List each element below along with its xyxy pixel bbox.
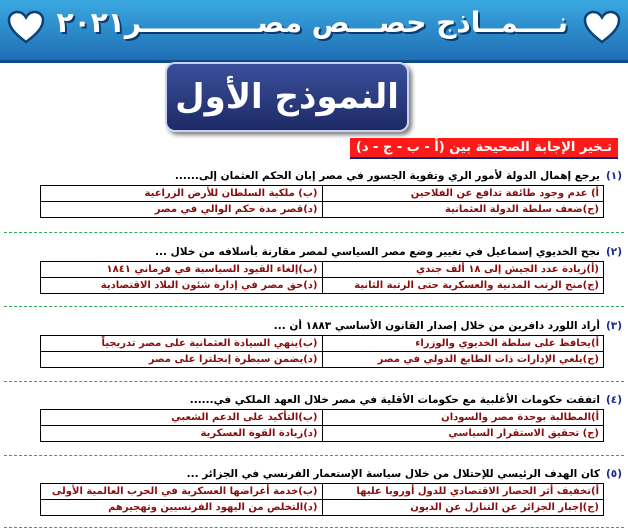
model-title: النموذج الأول <box>165 62 409 132</box>
question-text: اتفقت حكومات الأغلبية مع حكومات الأقلية في مصر خلال العهد الملكي في...... <box>189 394 600 406</box>
option-b[interactable]: (ب)إلغاء القيود السياسية في فرماني ١٨٤١ <box>41 262 323 278</box>
heart-icon <box>582 8 622 48</box>
option-c[interactable]: (ج)منح الرتب المدنية والعسكرية حتى الرتبة الثانية <box>322 278 604 294</box>
option-c[interactable]: (ج) تحقيق الاستقرار السياسي <box>322 426 604 442</box>
option-a[interactable]: أ) عدم وجود طائفة تدافع عن الفلاحين <box>322 186 604 202</box>
question-number: (٤) <box>605 394 622 406</box>
option-a[interactable]: أ)تخفيف أثر الحصار الاقتصادي للدول أوروبا عليها <box>322 484 604 500</box>
options-table <box>40 483 604 516</box>
divider <box>4 455 624 456</box>
option-d[interactable]: (د)التخلص من اليهود الفرنسيين وتهجيرهم <box>41 500 323 516</box>
option-b[interactable]: (ب)التأكيد على الدعم الشعبي <box>41 410 323 426</box>
question-1 <box>6 169 622 218</box>
banner-title: نــــمــاذج حصـــص مصــــــــــــر٢٠٢١ <box>56 6 568 39</box>
option-b[interactable]: (ب)خدمة أغراضها العسكرية في الحرب العالمية الأولى <box>41 484 323 500</box>
header-banner <box>0 0 628 63</box>
option-a[interactable]: أ)المطالبة بوحدة مصر والسودان <box>322 410 604 426</box>
question-text: كان الهدف الرئيسي للإحتلال من خلال سياسة الإستعمار الفرنسي في الجزائر ... <box>186 468 600 480</box>
question-5 <box>6 467 622 516</box>
options-table <box>40 185 604 218</box>
question-number: (٢) <box>605 246 622 258</box>
option-c[interactable]: (ج)ضعف سلطة الدولة العثمانية <box>322 202 604 218</box>
question-text: يرجع إهمال الدولة لأمور الري وتقوية الجسور في مصر إبان الحكم العثمان إلى...... <box>174 170 600 182</box>
options-table <box>40 261 604 294</box>
option-c[interactable]: (ج)إجبار الجزائر عن التنازل عن الديون <box>322 500 604 516</box>
divider <box>4 232 624 233</box>
option-d[interactable]: (د)حق مصر في إدارة شئون البلاد الاقتصادية <box>41 278 323 294</box>
question-2 <box>6 245 622 294</box>
question-number: (١) <box>605 170 622 182</box>
divider <box>4 527 624 528</box>
question-text: نجح الخديوي إسماعيل في تغيير وضع مصر السياسي لمصر مقارنة بأسلافه من خلال ... <box>154 246 600 258</box>
option-d[interactable]: (د)زيادة القوة العسكرية <box>41 426 323 442</box>
option-b[interactable]: (ب)ينهي السيادة العثمانية على مصر تدريجياً <box>41 336 323 352</box>
divider <box>4 306 624 307</box>
options-table <box>40 409 604 442</box>
option-a[interactable]: (أ)زيادة عدد الجيش إلى ١٨ ألف جندي <box>322 262 604 278</box>
question-number: (٥) <box>605 468 622 480</box>
question-text: أراد اللورد دافرين من خلال إصدار القانون الأساسي ١٨٨٣ أن ... <box>273 320 600 332</box>
option-a[interactable]: أ)يحافظ على سلطة الخديوي والوزراء <box>322 336 604 352</box>
option-b[interactable]: (ب) ملكية السلطان للأرض الزراعية <box>41 186 323 202</box>
divider <box>4 381 624 382</box>
question-4 <box>6 393 622 442</box>
option-c[interactable]: (ج)يلغي الإدارات ذات الطابع الدولي في مصر <box>322 352 604 368</box>
option-d[interactable]: (د)يضمن سيطرة إنجلترا على مصر <box>41 352 323 368</box>
option-d[interactable]: (د)قصر مدة حكم الوالي في مصر <box>41 202 323 218</box>
options-table <box>40 335 604 368</box>
heart-icon <box>6 8 46 48</box>
question-number: (٣) <box>605 320 622 332</box>
instruction-label: تـخير الإجابة الصحيحة بين (أ - ب - ج - د) <box>350 138 618 159</box>
question-3 <box>6 319 622 368</box>
